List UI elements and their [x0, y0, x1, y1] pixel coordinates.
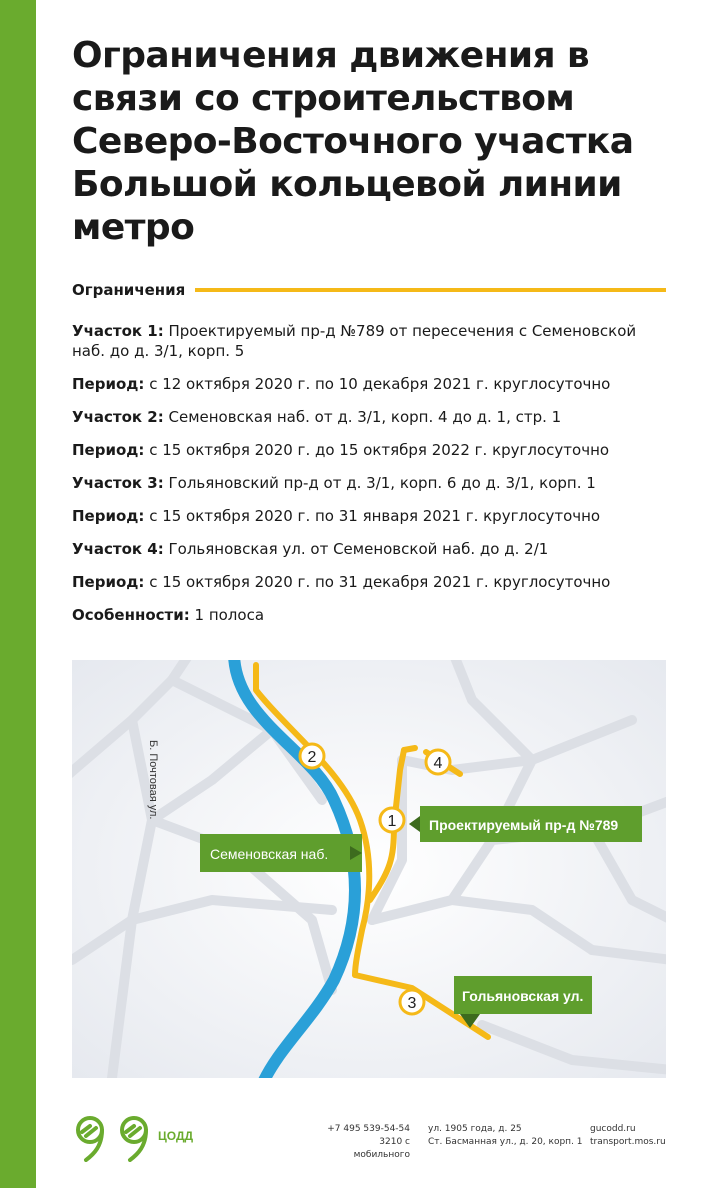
section-header [72, 280, 666, 300]
marker-2 [300, 744, 324, 768]
label-semenovskaya [200, 834, 362, 872]
page-title: Ограничения движения в связи со строительством Северо-Восточного участка Большой кольцевой линии метро [72, 35, 634, 248]
restriction-item [72, 407, 672, 427]
marker-3 [400, 990, 424, 1014]
item-label: Участок 4: [72, 540, 164, 558]
item-label: Участок 3: [72, 474, 164, 492]
restriction-item [72, 605, 672, 625]
svg-text:Семеновская наб.: Семеновская наб. [210, 846, 329, 862]
section-divider-line [195, 288, 666, 292]
item-text: Семеновская наб. от д. 3/1, корп. 4 до д. 1, стр. 1 [168, 408, 562, 426]
footer-site-2[interactable]: transport.mos.ru [590, 1137, 666, 1147]
footer-phone-block [322, 1123, 410, 1162]
item-text: с 15 октября 2020 г. по 31 декабря 2021 г. круглосуточно [149, 573, 611, 591]
svg-text:4: 4 [433, 755, 443, 772]
svg-text:Гольяновская ул.: Гольяновская ул. [462, 988, 584, 1004]
item-label: Период: [72, 375, 145, 393]
item-label: Участок 2: [72, 408, 164, 426]
item-label: Период: [72, 507, 145, 525]
item-text: Гольяновский пр-д от д. 3/1, корп. 6 до д. 3/1, корп. 1 [168, 474, 596, 492]
item-label: Период: [72, 441, 145, 459]
item-label: Участок 1: [72, 322, 164, 340]
footer-address-1: ул. 1905 года, д. 25 [428, 1124, 522, 1134]
restriction-item [72, 473, 672, 493]
svg-text:3: 3 [407, 995, 417, 1012]
marker-1 [380, 808, 404, 832]
footer-mobile: 3210 с мобильного [353, 1137, 410, 1160]
restrictions-list [72, 321, 672, 638]
svg-text:2: 2 [307, 749, 317, 766]
item-text: Гольяновская ул. от Семеновской наб. до д. 2/1 [168, 540, 549, 558]
footer-site-1[interactable]: gucodd.ru [590, 1124, 636, 1134]
street-label-bpochtovaya: Б. Почтовая ул. [147, 740, 159, 820]
restriction-item [72, 374, 672, 394]
svg-text:Проектируемый пр-д №789: Проектируемый пр-д №789 [429, 817, 619, 833]
brand-text: ЦОДД [158, 1129, 194, 1143]
footer-sites-block [590, 1123, 666, 1149]
item-text: с 15 октября 2020 г. по 31 января 2021 г. круглосуточно [149, 507, 601, 525]
marker-4 [426, 750, 450, 774]
section-label: Ограничения [72, 281, 186, 299]
footer-address-block [428, 1123, 588, 1149]
item-label: Особенности: [72, 606, 190, 624]
footer [72, 1112, 666, 1162]
svg-text:1: 1 [387, 813, 397, 830]
item-text: с 12 октября 2020 г. по 10 декабря 2021 г. круглосуточно [149, 375, 611, 393]
item-label: Период: [72, 573, 145, 591]
restriction-item [72, 321, 672, 361]
tsodd-logo [72, 1112, 212, 1162]
restriction-item [72, 440, 672, 460]
item-text: с 15 октября 2020 г. до 15 октября 2022 г. круглосуточно [149, 441, 610, 459]
restriction-item [72, 506, 672, 526]
restriction-item [72, 539, 672, 559]
restriction-map [72, 660, 666, 1078]
footer-address-2: Ст. Басманная ул., д. 20, корп. 1 [428, 1137, 583, 1147]
item-text: Проектируемый пр-д №789 от пересечения с Семеновской наб. до д. 3/1, корп. 5 [72, 322, 637, 360]
label-proektiruemy [409, 806, 642, 842]
item-text: 1 полоса [194, 606, 265, 624]
footer-phone[interactable]: +7 495 539-54-54 [327, 1124, 410, 1134]
restriction-item [72, 572, 672, 592]
left-green-stripe [0, 0, 36, 1188]
